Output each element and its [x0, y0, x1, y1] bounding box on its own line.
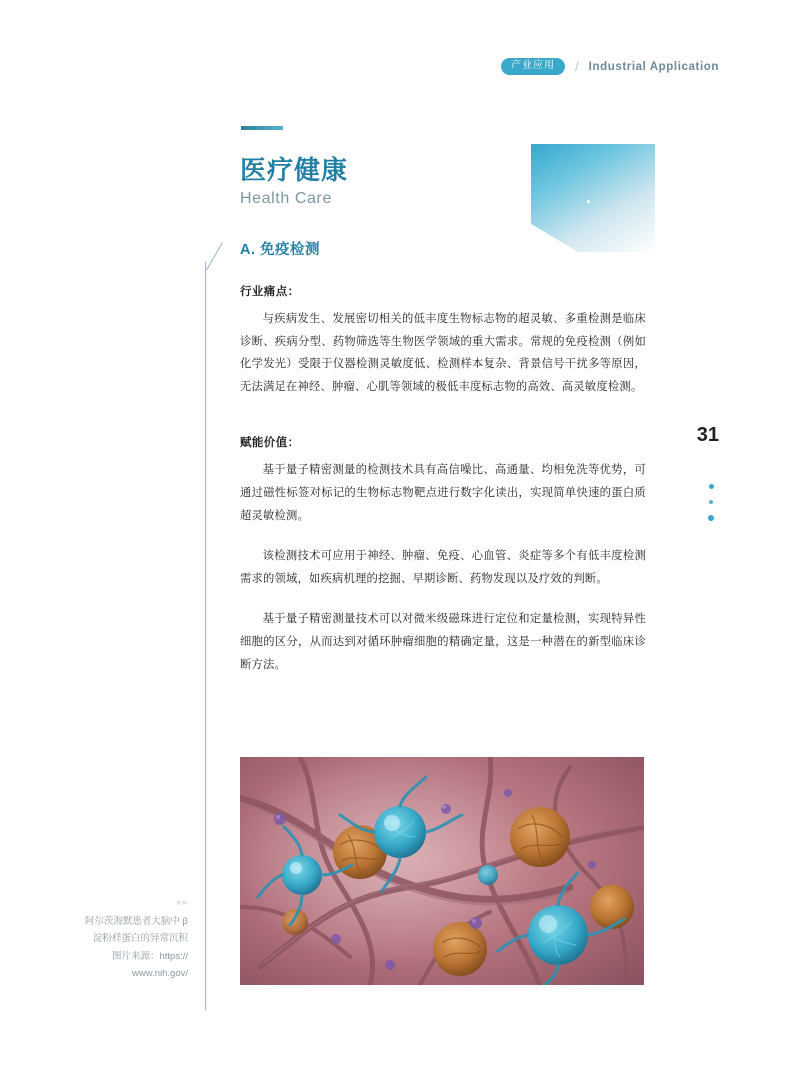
figure-graphic — [240, 757, 644, 985]
article-body — [240, 275, 646, 692]
painpoint-label: 行业痛点： — [240, 286, 300, 298]
section-heading: A. 免疫检测 — [240, 242, 321, 258]
title-accent-bar — [241, 126, 283, 130]
caption-line-4: www.nih.gov/ — [132, 968, 188, 980]
decorative-slash — [206, 238, 228, 264]
caption-line-1: 阿尔茨海默患者大脑中 β — [84, 915, 188, 927]
page-title-english: Health Care — [240, 190, 332, 207]
caption-arrows: »» — [175, 897, 188, 907]
left-vertical-rule — [205, 262, 206, 1010]
dot-2 — [709, 500, 713, 504]
header-slash: / — [575, 59, 579, 74]
value-paragraph-3: 基于量子精密测量技术可以对微米级磁珠进行定位和定量检测，实现特异性细胞的区分，从而达到对循环肿瘤细胞的精确定量，这是一种潜在的新型临床诊断方法。 — [240, 613, 646, 671]
dot-3 — [708, 515, 714, 521]
value-paragraph-1: 基于量子精密测量的检测技术具有高信噪比、高通量、均相免洗等优势，可通过磁性标签对标记的生物标志物靶点进行数字化读出，实现简单快速的蛋白质超灵敏检测。 — [240, 464, 646, 522]
value-label: 赋能价值： — [240, 437, 300, 450]
page-number: 31 — [696, 424, 719, 446]
dot-1 — [709, 484, 714, 489]
figure-neuron-illustration — [240, 757, 644, 985]
page-title: 医疗健康 — [240, 155, 349, 185]
caption-line-2: 淀粉样蛋白的异常沉积 — [92, 933, 188, 945]
value-paragraph-2: 该检测技术可应用于神经、肿瘤、免疫、心血管、炎症等多个有低丰度检测需求的领域，如疾病机理的挖掘、早期诊断、药物发现以及疗效的判断。 — [240, 550, 646, 585]
figure-caption — [48, 894, 188, 983]
header-badge: 产业应用 — [501, 58, 565, 75]
caption-line-3: 图片来源：https:// — [111, 950, 188, 962]
decorative-dot — [587, 200, 590, 203]
decorative-gradient-shape — [531, 144, 655, 252]
side-decorative-dots — [708, 484, 714, 521]
painpoint-paragraph: 与疾病发生、发展密切相关的低丰度生物标志物的超灵敏、多重检测是临床诊断、疾病分型、药物筛选等生物医学领域的重大需求。常规的免疫检测（例如化学发光）受限于仪器检测灵敏度低、检测样本复杂、背景信号干扰多等原因，无法满足在神经、肿瘤、心肌等领域的极低丰度标志物的高效、高灵敏度检测。 — [240, 313, 646, 393]
spacer — [240, 416, 646, 426]
page-header — [501, 58, 719, 75]
header-english-label: Industrial Application — [588, 60, 719, 73]
